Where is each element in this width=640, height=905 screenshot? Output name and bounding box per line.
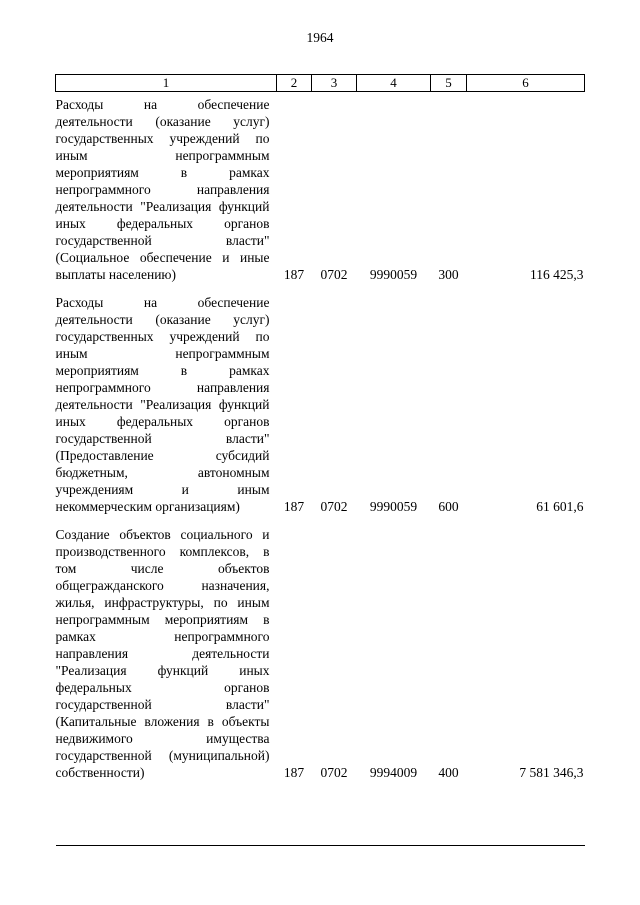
row-code-kind: 300: [438, 267, 459, 282]
column-header-6: 6: [467, 75, 585, 92]
row-amount: 61 601,6: [536, 499, 584, 514]
page-number: 1964: [306, 30, 334, 45]
column-header-1: 1: [56, 75, 277, 92]
table-bottom-spacer: [56, 781, 585, 845]
row-code-section: 0702: [320, 267, 348, 282]
row-amount: 7 581 346,3: [519, 765, 584, 780]
row-code-grbs: 187: [283, 499, 305, 514]
table-header-row: [56, 75, 585, 92]
row-amount: 116 425,3: [530, 267, 584, 282]
row-description: Создание объектов социального и производственного комплексов, в том числе объектов общегражданского назначения, жилья, инфраструктуры, по иным непрограммным мероприятиям в рамках непрограммного направления деятельности "Реализация функций иных федеральных органов государственной власти" (Капитальные вложения в объекты недвижимого имущества государственной (муниципальной) собственности): [55, 527, 270, 780]
column-header-5: 5: [431, 75, 467, 92]
column-header-2: 2: [277, 75, 312, 92]
row-description: Расходы на обеспечение деятельности (оказание услуг) государственных учреждений по иным непрограммным мероприятиям в рамках непрограммного направления деятельности "Реализация функций иных федеральных органов государственной власти" (Предоставление субсидий бюджетным, автономным учреждениям и иным некоммерческим организациям): [55, 295, 270, 514]
row-code-section: 0702: [320, 499, 348, 514]
row-code-target: 9994009: [369, 765, 418, 780]
budget-table: [55, 74, 585, 846]
table-row: [56, 92, 585, 284]
row-code-kind: 400: [438, 765, 459, 780]
row-code-target: 9990059: [369, 267, 418, 282]
row-code-target: 9990059: [369, 499, 418, 514]
row-code-section: 0702: [320, 765, 348, 780]
row-code-kind: 600: [438, 499, 459, 514]
table-row: [56, 283, 585, 515]
table-bottom-border: [56, 781, 585, 845]
row-code-grbs: 187: [283, 765, 305, 780]
table-header: [56, 75, 585, 92]
row-code-grbs: 187: [283, 267, 305, 282]
table-row: [56, 515, 585, 781]
column-header-3: 3: [312, 75, 357, 92]
column-header-4: 4: [357, 75, 431, 92]
row-description: Расходы на обеспечение деятельности (оказание услуг) государственных учреждений по иным непрограммным мероприятиям в рамках непрограммного направления деятельности "Реализация функций иных федеральных органов государственной власти" (Социальное обеспечение и иные выплаты населению): [55, 97, 270, 282]
table-body: [56, 92, 585, 846]
